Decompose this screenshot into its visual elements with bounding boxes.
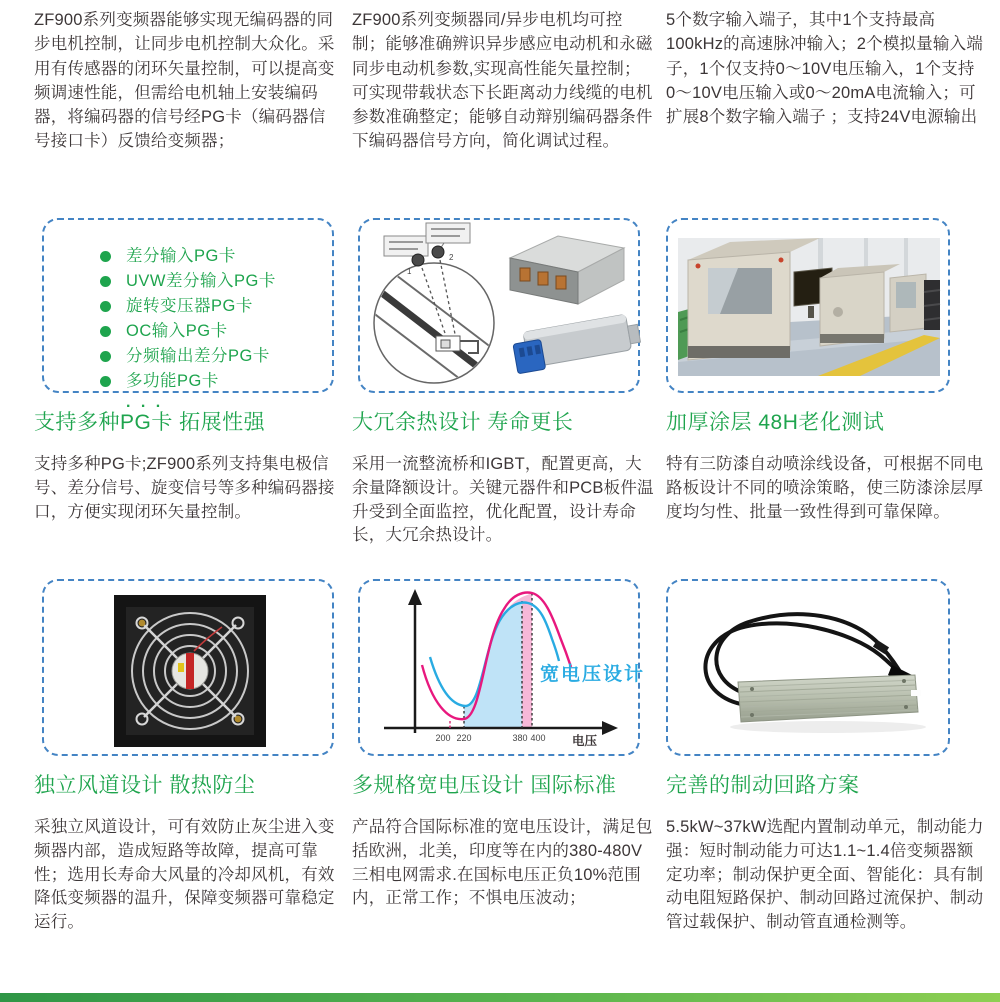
bullet-icon	[100, 301, 111, 312]
list-item-label: OC输入PG卡	[126, 322, 228, 340]
column-3	[666, 8, 984, 935]
list-item	[100, 294, 332, 319]
list-item	[100, 369, 332, 394]
cooling-fan-photo-box	[42, 579, 334, 756]
column-1	[34, 8, 340, 935]
voltage-chart-box	[358, 579, 646, 756]
cooling-fan-image	[44, 581, 336, 754]
filter-install-diagram-box	[358, 218, 640, 393]
screw-label-2: 2	[449, 253, 454, 262]
list-item-label: 差分输入PG卡	[126, 247, 236, 265]
list-item-label: 旋转变压器PG卡	[126, 297, 253, 315]
x-axis-label: 电压	[572, 734, 598, 748]
bullet-icon	[100, 351, 111, 362]
feature-body-coating: 特有三防漆自动喷涂线设备，可根据不同电路板设计不同的喷涂策略，使三防漆涂层厚度均匀性、批量一致性得到可靠保障。	[666, 455, 984, 521]
intro-paragraph-1: ZF900系列变频器能够实现无编码器的同步电机控制，让同步电机控制大众化。采用有传感器的闭环矢量控制，可以提高变频调速性能，但需给电机轴上安装编码器，将编码器的信号经PG卡（编码器信号接口卡）反馈给变频器；	[34, 11, 335, 151]
feature-body-thermal: 采用一流整流桥和IGBT，配置更高，大余量降额设计。关键元器件和PCB板件温升受到全面监控，优化配置，设计寿命长，大冗余热设计。	[352, 455, 654, 545]
chart-annotation: 宽电压设计	[540, 664, 646, 685]
feature-body-braking: 5.5kW~37kW选配内置制动单元，制动能力强：短时制动能力可达1.1~1.4倍变频器额定功率；制动保护更全面、智能化：具有制动电阻短路保护、制动回路过流保护、制动管过载保护、制动管直通检测等。	[666, 818, 984, 931]
footer-green-bar	[0, 993, 1000, 1002]
feature-title-air-duct: 独立风道设计 散热防尘	[34, 774, 256, 797]
list-item	[100, 244, 332, 269]
x-tick-220: 220	[456, 733, 472, 743]
feature-title-wide-voltage: 多规格宽电压设计 国际标准	[352, 774, 617, 797]
pg-card-list	[44, 244, 332, 394]
feature-title-pg-cards: 支持多种PG卡 拓展性强	[34, 411, 266, 434]
filter-install-diagram	[360, 220, 638, 391]
list-item	[100, 319, 332, 344]
x-tick-200: 200	[435, 733, 451, 743]
x-tick-380: 380	[512, 733, 528, 743]
coating-line-photo-box	[666, 218, 950, 393]
brake-resistor-image	[668, 581, 948, 754]
feature-title-coating: 加厚涂层 48H老化测试	[666, 411, 885, 434]
screw-label-1: 1	[407, 267, 412, 276]
list-item	[100, 269, 332, 294]
brake-resistor-photo-box	[666, 579, 950, 756]
bullet-icon	[100, 276, 111, 287]
feature-body-pg-cards: 支持多种PG卡;ZF900系列支持集电极信号、差分信号、旋变信号等多种编码器接口，方便实现闭环矢量控制。	[34, 455, 335, 521]
coating-line-photo	[668, 220, 948, 391]
column-2	[352, 8, 654, 911]
bullet-icon	[100, 326, 111, 337]
list-item-label: UVW差分输入PG卡	[126, 272, 276, 290]
intro-paragraph-3: 5个数字输入端子，其中1个支持最高100kHz的高速脉冲输入；2个模拟量输入端子，1个仅支持0〜10V电压输入，1个支持0〜10V电压输入或0〜20mA电流输入；可扩展8个数字输入端子 ；支持24V电源输出	[666, 11, 984, 126]
feature-body-wide-voltage: 产品符合国际标准的宽电压设计，满足包括欧洲，北美，印度等在内的380-480V 三相电网需求.在国标电压正负10%范围内，正常工作；不惧电压波动；	[352, 818, 653, 908]
bullet-icon	[100, 376, 111, 387]
feature-body-air-duct: 采独立风道设计，可有效防止灰尘进入变频器内部，造成短路等故障，提高可靠性；选用长寿命大风量的冷却风机，有效降低变频器的温升，保障变频器可靠稳定运行。	[34, 818, 335, 931]
feature-title-braking: 完善的制动回路方案	[666, 774, 860, 797]
wide-voltage-chart	[360, 581, 646, 754]
list-ellipsis: . . .	[126, 394, 164, 411]
bullet-icon	[100, 251, 111, 262]
list-item-label: 多功能PG卡	[126, 372, 219, 390]
intro-paragraph-2: ZF900系列变频器同/异步电机均可控制；能够准确辨识异步感应电动机和永磁同步电动机参数,实现高性能矢量控制；可实现带载状态下长距离动力线缆的电机参数准确整定；能够自动辩别编码器条件下编码器信号方向，简化调试过程。	[352, 11, 653, 151]
x-tick-400: 400	[530, 733, 546, 743]
list-item	[100, 344, 332, 369]
pg-card-list-box	[42, 218, 334, 411]
list-item-label: 分频输出差分PG卡	[126, 347, 270, 365]
feature-title-thermal: 大冗余热设计 寿命更长	[352, 411, 574, 434]
